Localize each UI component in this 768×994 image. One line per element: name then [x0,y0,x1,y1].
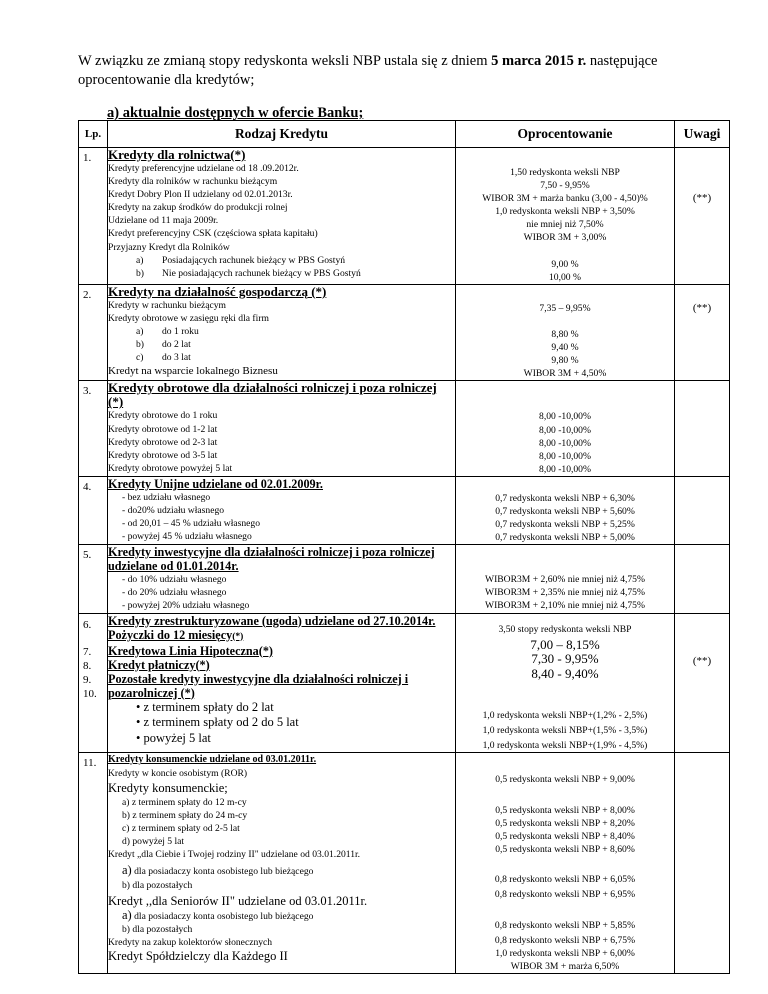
note-marker: (**) [692,301,712,314]
header-lp: Lp. [79,121,108,148]
section-title: Kredyty na działalność gospodarczą (*) [108,283,327,299]
rate-value: 0,8 redyskonto weksli NBP + 6,95% [494,888,636,900]
loan-line: - do20% udziału własnego [122,504,225,516]
row-numbers-cell [79,613,108,753]
intro-text-after: następujące oprocentowanie dla kredytów; [78,53,658,88]
rate-value: nie mniej niż 7,50% [526,219,604,231]
rate-value: 0,7 redyskonta weksli NBP + 6,30% [495,492,635,504]
rate-value: 0,5 redyskonta weksli NBP + 9,00% [495,774,635,786]
intro-paragraph [78,52,688,90]
header-loan-type: Rodzaj Kredytu [108,121,456,148]
loan-line: - do 20% udziału własnego [122,587,227,599]
loan-type-cell [108,284,456,381]
loan-type-cell [108,381,456,476]
notes-cell [675,545,730,613]
loan-line: b) z terminem spłaty do 24 m-cy [122,810,248,822]
effective-date: 5 marca 2015 r. [491,53,587,69]
loan-line: Kredyty w rachunku bieżącym [108,299,227,311]
table-row-section-2 [79,284,730,381]
rate-value [456,245,674,258]
rate-value: 0,8 redyskonto weksli NBP + 6,75% [494,935,636,947]
row-number: 6. [83,618,92,631]
bullet-item: • z terminem spłaty od 2 do 5 lat [136,715,299,730]
loan-line: c) z terminem spłaty od 2-5 lat [122,823,240,835]
loan-line: Udzielane od 11 maja 2009r. [108,215,219,227]
loan-line: Kredyt preferencyjny CSK (częściowa spłata kapitału) [108,228,318,240]
section-title: Kredyty zrestrukturyzowane (ugoda) udzielane od 27.10.2014r. [108,613,436,628]
rate-value: 8,00 -10,00% [539,437,591,449]
row-number: 9. [83,673,92,686]
rate-cell [456,381,675,476]
header-notes: Uwagi [675,121,730,148]
note-marker: (**) [692,192,712,204]
row-number: 11. [79,753,108,974]
rate-value: WIBOR3M + 2,60% nie mniej niż 4,75% [485,574,645,586]
rate-value: 8,80 % [551,329,579,341]
loan-line: - powyżej 20% udziału własnego [122,600,250,612]
rate-value: 1,0 redyskonta weksli NBP+(1,2% - 2,5%) [482,710,648,722]
loan-line: Kredyty obrotowe od 3-5 lat [108,449,218,461]
loan-line: Przyjazny Kredyt dla Rolników [108,241,230,253]
loan-type-cell [108,613,456,753]
loan-line: a) z terminem spłaty do 12 m-cy [122,797,247,808]
loan-line: Kredyty dla rolników w rachunku bieżącym [108,176,278,188]
notes-cell [675,381,730,476]
row-number: 2. [79,284,108,381]
rate-cell [456,613,675,753]
loan-line: b) dla pozostałych [122,924,193,936]
row-number: 4. [79,476,108,544]
table-header-row [79,121,730,148]
rate-value: 9,80 % [551,355,579,367]
section-title: Pożyczki do 12 miesięcy(*) [108,627,244,642]
loan-heading: Kredyty konsumenckie; [108,780,228,795]
loan-line: Kredyty obrotowe powyżej 5 lat [108,462,233,474]
loan-line: Kredyt na wsparcie lokalnego Biznesu [108,365,278,378]
table-row-section-5 [79,545,730,613]
notes-cell [675,284,730,381]
loan-line: Kredyty obrotowe od 1-2 lat [108,423,218,435]
rate-value: 8,00 -10,00% [539,463,591,475]
loan-line: - do 10% udziału własnego [122,574,227,586]
rate-value: 1,0 redyskonta weksli NBP + 3,50% [495,206,635,218]
rate-value: 0,5 redyskonta weksli NBP + 8,40% [495,830,635,842]
loan-subline: b) do 2 lat [136,339,191,351]
section-title: Kredyty inwestycyjne dla działalności rolniczej i poza rolniczej udzielane od 01.01.2014r. [108,545,435,574]
rate-value: 7,00 – 8,15% [530,636,600,652]
section-title: Kredyt płatniczy(*) [108,657,210,672]
header-rate: Oprocentowanie [456,121,675,148]
table-row-section-1 [79,148,730,285]
notes-cell [675,613,730,753]
rate-value: WIBOR 3M + 4,50% [523,368,607,380]
rate-value: 9,40 % [551,342,579,354]
rate-value: 7,50 - 9,95% [540,180,590,192]
rate-value: WIBOR 3M + 3,00% [523,232,607,244]
rate-value: 0,8 redyskonto weksli NBP + 6,05% [494,873,636,885]
loan-line: Kredyty w koncie osobistym (ROR) [108,768,248,780]
rate-value: WIBOR 3M + marża 6,50% [510,961,620,973]
rate-value: 8,00 -10,00% [539,450,591,462]
loan-subline: a) do 1 roku [136,326,199,338]
loan-line: d) powyżej 5 lat [122,836,185,848]
notes-cell [675,476,730,544]
loan-type-cell [108,545,456,613]
rate-value: 1,0 redyskonta weksli NBP + 6,00% [495,948,635,960]
rate-value: 0,5 redyskonta weksli NBP + 8,60% [495,843,635,855]
intro-text-before: W związku ze zmianą stopy redyskonta weksli NBP ustala się z dniem [78,53,492,69]
section-title: Kredyty dla rolnictwa(*) [108,147,246,162]
rate-value [456,315,674,328]
row-number: 7. [83,645,92,658]
loan-heading: Kredyt Spółdzielczy dla Każdego II [108,949,288,964]
rate-value: 1,0 redyskonta weksli NBP+(1,5% - 3,5%) [482,725,648,737]
bullet-item: • powyżej 5 lat [136,730,211,745]
row-number: 1. [79,148,108,285]
rate-cell [456,148,675,285]
loan-heading: Kredyt „dla Ciebie i Twojej rodziny II" udzielane od 03.01.2011r. [108,849,361,861]
rate-cell [456,753,675,974]
loan-line: Kredyty na zakup środków do produkcji rolnej [108,202,288,214]
loan-line: a) dla posiadaczy konta osobistego lub bieżącego [122,908,314,923]
loan-line: Kredyty obrotowe w zasięgu ręki dla firm [108,312,269,324]
rate-cell [456,476,675,544]
rate-value: WIBOR 3M + marża banku (3,00 - 4,50)% [482,193,648,205]
rate-value: 7,30 - 9,95% [531,651,599,667]
rate-value: 7,35 – 9,95% [539,302,591,314]
rate-value: 1,0 redyskonta weksli NBP+(1,9% - 4,5%) [482,740,648,752]
note-marker: (**) [692,654,712,667]
loan-heading: Kredyt ,,dla Seniorów II" udzielane od 03.01.2011r. [108,893,368,908]
rate-value: 0,5 redyskonta weksli NBP + 8,00% [495,804,635,816]
section-title: Kredytowa Linia Hipoteczna(*) [108,643,273,658]
rate-value: 10,00 % [549,271,581,283]
rate-value: 3,50 stopy redyskonta weksli NBP [498,623,632,635]
row-number: 8. [83,659,92,672]
loan-line: a) dla posiadaczy konta osobistego lub bieżącego [122,863,314,878]
rate-value: 8,00 -10,00% [539,411,591,423]
loan-type-cell [108,476,456,544]
bullet-item: • z terminem spłaty do 2 lat [136,699,274,714]
rate-value: 8,40 - 9,40% [531,665,599,681]
notes-cell [675,148,730,285]
section-title: Kredyty konsumenckie udzielane od 03.01.2011r. [108,754,317,766]
loan-line: Kredyty preferencyjne udzielane od 18 .09.2012r. [108,163,299,174]
rate-value: 0,8 redyskonto weksli NBP + 5,85% [494,920,636,932]
loan-line: Kredyty na zakup kolektorów słonecznych [108,937,273,949]
row-number: 3. [79,381,108,476]
section-title: Kredyty Unijne udzielane od 02.01.2009r. [108,476,323,491]
loan-subline: b) Nie posiadających rachunek bieżący w PBS Gostyń [136,267,361,279]
loan-line: b) dla pozostałych [122,879,193,891]
row-number: 10. [83,687,97,700]
rate-value: WIBOR3M + 2,10% nie mniej niż 4,75% [485,600,645,612]
table-row-section-3 [79,381,730,476]
loan-type-cell [108,753,456,974]
loan-subline: a) Posiadających rachunek bieżący w PBS Gostyń [136,254,346,266]
loan-line: Kredyty obrotowe od 2-3 lat [108,436,218,448]
notes-cell [675,753,730,974]
loan-line: - od 20,01 – 45 % udziału własnego [122,518,261,530]
rate-value: 8,00 -10,00% [539,424,591,436]
section-title: Kredyty obrotowe dla działalności rolniczej i poza rolniczej (*) [108,380,437,410]
loan-line: Kredyty obrotowe do 1 roku [108,410,218,422]
table-row-section-4 [79,476,730,544]
row-number: 5. [79,545,108,613]
table-row-section-11 [79,753,730,974]
rate-value: 0,7 redyskonta weksli NBP + 5,60% [495,505,635,517]
rate-value: 9,00 % [551,258,579,270]
rate-value: 0,7 redyskonta weksli NBP + 5,25% [495,519,635,531]
loan-line: - bez udziału własnego [122,491,211,503]
rate-cell [456,284,675,381]
rate-cell [456,545,675,613]
loan-line: Kredyt Dobry Plon II udzielany od 02.01.2013r. [108,189,293,201]
rate-value: 0,5 redyskonta weksli NBP + 8,20% [495,817,635,829]
loan-line: - powyżej 45 % udziału własnego [122,531,252,543]
section-title: Pozostałe kredyty inwestycyjne dla działalności rolniczej i pozarolniczej (*) [108,671,409,700]
table-row-section-6-10 [79,613,730,753]
rate-value: 0,7 redyskonta weksli NBP + 5,00% [495,532,635,544]
interest-rate-table [78,120,730,974]
rate-value: 1,50 redyskonta weksli NBP [510,167,620,178]
loan-subline: c) do 3 lat [136,352,191,364]
loan-type-cell [108,148,456,285]
rate-value: WIBOR3M + 2,35% nie mniej niż 4,75% [485,587,645,599]
section-subheading: a) aktualnie dostępnych w ofercie Banku; [107,105,364,121]
